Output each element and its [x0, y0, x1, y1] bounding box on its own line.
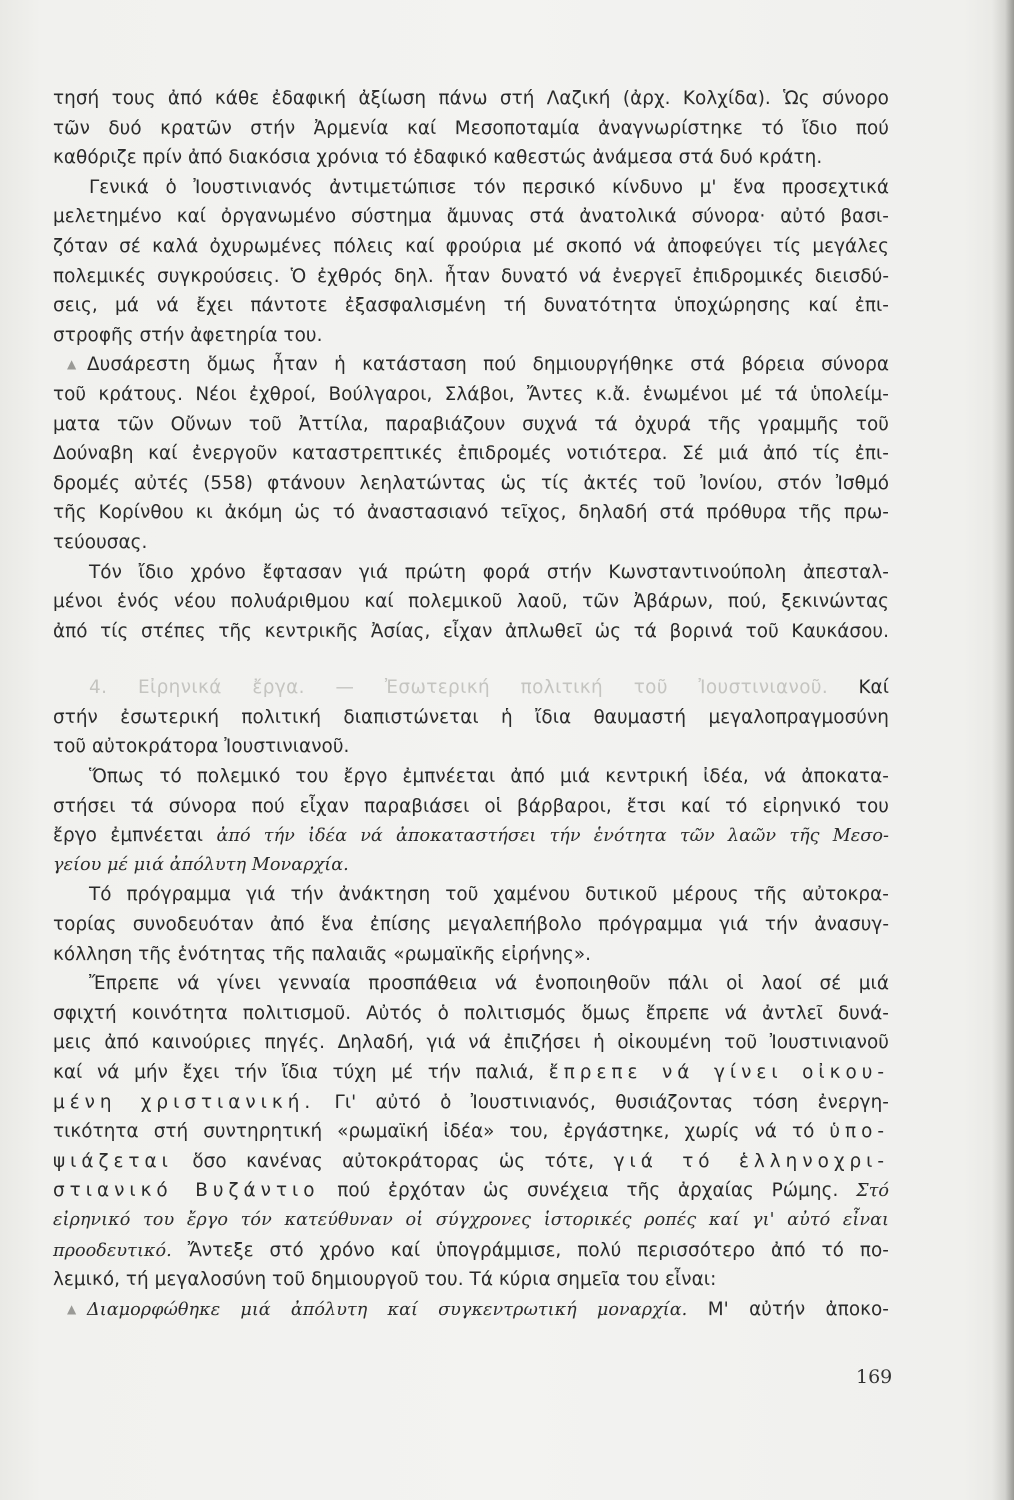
text-line: στήν ἐσωτερική πολιτική διαπιστώνεται ἡ ἴδια θαυμαστή μεγαλοπραγμοσύνη [53, 706, 889, 728]
paragraph-start: Τόν ἴδιο χρόνο ἔφτασαν γιά πρώτη φορά στήν Κωνσταντινούπολη ἀπεσταλ- [89, 561, 889, 583]
text-line: στροφῆς στήν ἀφετηρία του. [53, 324, 323, 346]
section-heading-line: 4. Εἰρηνικά ἔργα. — Ἐσωτερική πολιτική τοῦ Ἰουστινιανοῦ. Καί [89, 677, 889, 699]
text-line: τησή τους ἀπό κάθε ἐδαφική ἀξίωση πάνω στή Λαζική (ἀρχ. Κολχίδα). Ὡς σύνορο [53, 88, 889, 109]
text-line: καθόριζε πρίν ἀπό διακόσια χρόνια τό ἐδαφικό καθεστώς ἀνάμεσα στά δυό κράτη. [53, 147, 823, 169]
italic-line: εἰρηνικό του ἔργο τόν κατεύθυναν οἱ σύγχρονες ἱστορικές ροπές καί γι' αὐτό εἶναι [53, 1209, 889, 1230]
italic-phrase: προοδευτικό. [53, 1240, 172, 1261]
text-line: ματα τῶν Οὔνων τοῦ Ἀττίλα, παραβιάζουν συχνά τά ὀχυρά τῆς γραμμῆς τοῦ [53, 413, 889, 435]
text-line: τῶν δυό κρατῶν στήν Ἀρμενία καί Μεσοποταμία ἀναγνωρίστηκε τό ἴδιο πού [53, 117, 889, 139]
text-line: τορίας συνοδευόταν ἀπό ἕνα ἐπίσης μεγαλεπήβολο πρόγραμμα γιά τήν ἀνασυγ- [53, 914, 889, 936]
italic-phrase: Διαμορφώθηκε μιά ἀπόλυτη καί συγκεντρωτική μοναρχία. [87, 1299, 688, 1320]
spaced-emphasis: ὑπο- [829, 1121, 889, 1143]
paragraph-start: Ὅπως τό πολεμικό του ἔργο ἐμπνέεται ἀπό μιά κεντρική ἰδέα, νά ἀποκατα- [89, 766, 889, 788]
italic-phrase: Στό [856, 1181, 890, 1202]
text-line: λεμικό, τή μεγαλοσύνη τοῦ δημιουργοῦ του. Τά κύρια σημεῖα του εἶναι: [53, 1269, 717, 1291]
text-line: μελετημένο καί ὀργανωμένο σύστημα ἄμυνας στά ἀνατολικά σύνορα· αὐτό βασι- [53, 206, 889, 228]
text-line: ἔργο ἐμπνέεται ἀπό τήν ἰδέα νά ἀποκαταστήσει τήν ἑνότητα τῶν λαῶν τῆς Μεσο- [53, 825, 889, 847]
paragraph-start: ▲ Δυσάρεστη ὅμως ἦταν ἡ κατάσταση πού δημιουργήθηκε στά βόρεια σύνορα [53, 350, 889, 380]
text-line: προοδευτικό. Ἄντεξε στό χρόνο καί ὑπογράμμισε, πολύ περισσότερο ἀπό τό πο- [53, 1239, 889, 1261]
text-line: τῆς Κορίνθου κι ἀκόμη ὡς τό ἀναστασιανό τεῖχος, δηλαδή στά πρόθυρα τῆς πρω- [53, 502, 889, 524]
page-number: 169 [856, 1366, 893, 1388]
paragraph-start: Γενικά ὁ Ἰουστινιανός ἀντιμετώπισε τόν περσικό κίνδυνο μ' ἕνα προσεχτικά [89, 176, 889, 198]
paragraph-start: Ἔπρεπε νά γίνει γενναία προσπάθεια νά ἑνοποιηθοῦν πάλι οἱ λαοί σέ μιά [89, 973, 889, 995]
text-line: στιανικό Βυζάντιο πού ἐρχόταν ὡς συνέχεια τῆς ἀρχαίας Ρώμης. Στό [53, 1180, 890, 1202]
section-heading: 4. Εἰρηνικά ἔργα. — Ἐσωτερική πολιτική τοῦ Ἰουστινιανοῦ. [89, 677, 829, 699]
text-line: τοῦ αὐτοκράτορα Ἰουστινιανοῦ. [53, 736, 350, 758]
paragraph-start: ▲ Διαμορφώθηκε μιά ἀπόλυτη καί συγκεντρωτική μοναρχία. Μ' αὐτήν ἀποκο- [53, 1295, 889, 1325]
text-line: τεύουσας. [53, 531, 148, 553]
text-line: σφιχτή κοινότητα πολιτισμοῦ. Αὐτός ὁ πολιτισμός ὅμως ἔπρεπε νά ἀντλεῖ δυνά- [53, 1002, 889, 1024]
section-gap [53, 646, 889, 673]
text-line: ψιάζεται ὅσο κανένας αὐτοκράτορας ὡς τότε, γιά τό ἑλληνοχρι- [53, 1150, 889, 1172]
triangle-bullet-icon: ▲ [67, 357, 77, 372]
text-line: καί νά μήν ἔχει τήν ἴδια τύχη μέ τήν παλιά, ἔπρεπε νά γίνει οἰκου- [53, 1062, 889, 1083]
text-line: δρομές αὐτές (558) φτάνουν λεηλατώντας ὡς τίς ἀκτές τοῦ Ἰονίου, στόν Ἰσθμό [53, 472, 889, 494]
text-line: πολεμικές συγκρούσεις. Ὁ ἐχθρός δηλ. ἦταν δυνατό νά ἐνεργεῖ ἐπιδρομικές διεισδύ- [53, 265, 889, 287]
spaced-emphasis: ψιάζεται [53, 1150, 173, 1172]
spaced-emphasis: γιά τό ἑλληνοχρι- [613, 1150, 889, 1172]
text-line: μένη χριστιανική. Γι' αὐτό ὁ Ἰουστινιανός, θυσιάζοντας τόση ἐνεργη- [53, 1091, 889, 1113]
text-line: στήσει τά σύνορα πού εἶχαν παραβιάσει οἱ βάρβαροι, ἔτσι καί τό εἰρηνικό του [53, 795, 889, 817]
page-edge-shadow [992, 0, 1014, 1500]
italic-line: γείου μέ μιά ἀπόλυτη Μοναρχία. [53, 854, 349, 875]
text-line: μένοι ἑνός νέου πολυάριθμου καί πολεμικοῦ λαοῦ, τῶν Ἀβάρων, πού, ξεκινώντας [53, 591, 889, 613]
text-line: τικότητα στή συντηρητική «ρωμαϊκή ἰδέα» του, ἐργάστηκε, χωρίς νά τό ὑπο- [53, 1121, 889, 1143]
triangle-bullet-icon: ▲ [67, 1301, 77, 1316]
text-line: Δούναβη καί ἐνεργοῦν καταστρεπτικές ἐπιδρομές νοτιότερα. Σέ μιά ἀπό τίς ἐπι- [53, 443, 889, 465]
text-line: σεις, μά νά ἔχει πάντοτε ἐξασφαλισμένη τή δυνατότητα ὑποχώρησης καί ἐπι- [53, 295, 889, 317]
text-line: μεις ἀπό καινούριες πηγές. Δηλαδή, γιά νά ἐπιζήσει ἡ οἰκουμένη τοῦ Ἰουστινιανοῦ [53, 1032, 889, 1054]
italic-phrase: ἀπό τήν ἰδέα νά ἀποκαταστήσει τήν ἑνότητα τῶν λαῶν τῆς Μεσο- [216, 826, 889, 847]
spaced-emphasis: ἔπρεπε νά γίνει οἰκου- [548, 1062, 889, 1083]
paragraph-start: Τό πρόγραμμα γιά τήν ἀνάκτηση τοῦ χαμένου δυτικοῦ μέρους τῆς αὐτοκρα- [89, 884, 889, 906]
spaced-emphasis: στιανικό Βυζάντιο [53, 1180, 320, 1202]
text-line: κόλληση τῆς ἑνότητας τῆς παλαιᾶς «ρωμαϊκῆς εἰρήνης». [53, 943, 592, 965]
page-text [53, 84, 889, 1324]
spaced-emphasis: μένη χριστιανική. [53, 1091, 316, 1113]
text-line: ζόταν σέ καλά ὀχυρωμένες πόλεις καί φρούρια μέ σκοπό νά ἀποφεύγει τίς μεγάλες [53, 235, 889, 257]
text-line: τοῦ κράτους. Νέοι ἐχθροί, Βούλγαροι, Σλάβοι, Ἄντες κ.ἄ. ἑνωμένοι μέ τά ὑπολείμ- [53, 383, 889, 405]
text-line: ἀπό τίς στέπες τῆς κεντρικῆς Ἀσίας, εἶχαν ἀπλωθεῖ ὡς τά βορινά τοῦ Καυκάσου. [53, 620, 889, 642]
